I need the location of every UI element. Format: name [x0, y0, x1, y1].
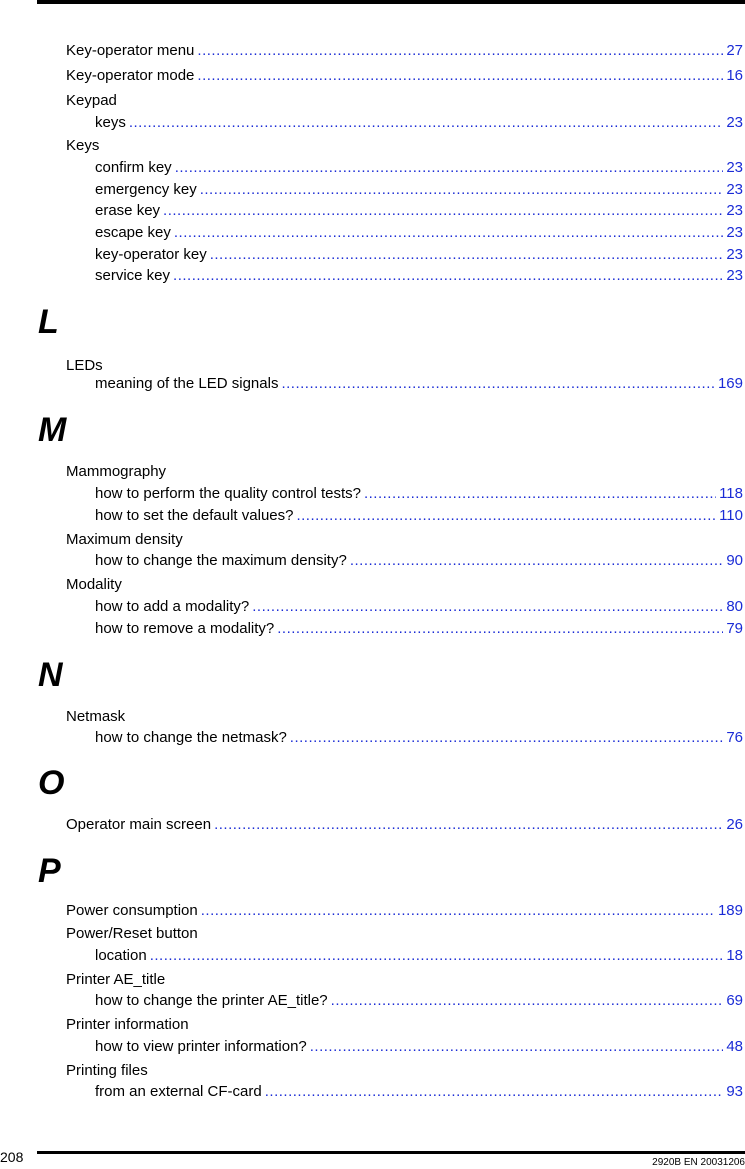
- page-link[interactable]: 118: [719, 485, 743, 502]
- entry-text: how to remove a modality?: [95, 620, 275, 637]
- index-subentry[interactable]: [95, 201, 743, 221]
- page-link[interactable]: 69: [726, 992, 743, 1009]
- page-link[interactable]: 93: [726, 1083, 743, 1100]
- index-subentry[interactable]: [95, 223, 743, 243]
- entry-text: meaning of the LED signals: [95, 375, 279, 392]
- index-subentry[interactable]: [95, 158, 743, 178]
- index-subentry[interactable]: [95, 946, 743, 966]
- index-heading: LEDs: [66, 357, 103, 374]
- page-link[interactable]: 18: [726, 947, 743, 964]
- dot-leader: [200, 180, 724, 200]
- entry-text: how to view printer information?: [95, 1038, 307, 1055]
- entry-text: how to change the maximum density?: [95, 552, 347, 569]
- index-subentry[interactable]: [95, 266, 743, 286]
- entry-text: how to set the default values?: [95, 507, 294, 524]
- index-subentry[interactable]: [95, 180, 743, 200]
- entry-text: location: [95, 947, 147, 964]
- page-link[interactable]: 23: [726, 267, 743, 284]
- entry-text: Power consumption: [66, 902, 198, 919]
- index-subentry[interactable]: [95, 728, 743, 748]
- index-heading: Printing files: [66, 1062, 148, 1079]
- page-link[interactable]: 90: [726, 552, 743, 569]
- index-entry[interactable]: [66, 41, 743, 61]
- index-subentry[interactable]: [95, 484, 743, 504]
- dot-leader: [201, 901, 715, 921]
- entry-text: Operator main screen: [66, 816, 212, 833]
- index-subentry[interactable]: [95, 1082, 743, 1102]
- dot-leader: [197, 41, 723, 61]
- dot-leader: [296, 506, 716, 526]
- index-subentry[interactable]: [95, 1037, 743, 1057]
- page-link[interactable]: 110: [719, 507, 743, 524]
- dot-leader: [173, 266, 723, 286]
- entry-text: how to add a modality?: [95, 598, 250, 615]
- page-link[interactable]: 16: [726, 67, 743, 84]
- entry-text: erase key: [95, 202, 161, 219]
- dot-leader: [310, 1037, 724, 1057]
- page-link[interactable]: 80: [726, 598, 743, 615]
- index-heading: Keypad: [66, 92, 117, 109]
- entry-text: emergency key: [95, 181, 197, 198]
- index-entry[interactable]: [66, 815, 743, 835]
- entry-text: Key-operator menu: [66, 42, 195, 59]
- dot-leader: [197, 66, 723, 86]
- entry-text: how to change the printer AE_title?: [95, 992, 328, 1009]
- entry-text: how to change the netmask?: [95, 729, 287, 746]
- dot-leader: [129, 113, 723, 133]
- index-subentry[interactable]: [95, 506, 743, 526]
- entry-text: from an external CF-card: [95, 1083, 262, 1100]
- page-link[interactable]: 23: [726, 202, 743, 219]
- index-subentry[interactable]: [95, 551, 743, 571]
- entry-text: how to perform the quality control tests?: [95, 485, 361, 502]
- index-subentry[interactable]: [95, 991, 743, 1011]
- section-letter-l: L: [38, 303, 59, 341]
- dot-leader: [290, 728, 724, 748]
- dot-leader: [174, 223, 723, 243]
- dot-leader: [252, 597, 723, 617]
- dot-leader: [277, 619, 723, 639]
- index-heading: Modality: [66, 576, 122, 593]
- dot-leader: [281, 374, 715, 394]
- entry-text: confirm key: [95, 159, 172, 176]
- index-heading: Printer information: [66, 1016, 189, 1033]
- page-link[interactable]: 169: [717, 375, 743, 392]
- index-heading: Netmask: [66, 708, 126, 725]
- index-subentry[interactable]: [95, 619, 743, 639]
- index-heading: Printer AE_title: [66, 971, 166, 988]
- index-heading: Power/Reset button: [66, 925, 198, 942]
- entry-text: Key-operator mode: [66, 67, 195, 84]
- section-letter-m: M: [38, 411, 67, 449]
- page-link[interactable]: 189: [717, 902, 743, 919]
- dot-leader: [265, 1082, 724, 1102]
- page-link[interactable]: 23: [726, 224, 743, 241]
- page-number: 208: [0, 1149, 24, 1165]
- section-letter-p: P: [38, 852, 61, 890]
- index-heading: Keys: [66, 137, 100, 154]
- index-heading: Maximum density: [66, 531, 183, 548]
- dot-leader: [150, 946, 724, 966]
- index-subentry[interactable]: [95, 374, 743, 394]
- page-link[interactable]: 23: [726, 181, 743, 198]
- index-subentry[interactable]: [95, 597, 743, 617]
- entry-text: escape key: [95, 224, 171, 241]
- index-subentry[interactable]: [95, 113, 743, 133]
- entry-text: key-operator key: [95, 246, 207, 263]
- entry-text: service key: [95, 267, 171, 284]
- index-entry[interactable]: [66, 901, 743, 921]
- dot-leader: [331, 991, 724, 1011]
- page-link[interactable]: 76: [726, 729, 743, 746]
- page-link[interactable]: 23: [726, 159, 743, 176]
- index-subentry[interactable]: [95, 245, 743, 265]
- page-link[interactable]: 79: [726, 620, 743, 637]
- page-link[interactable]: 26: [726, 816, 743, 833]
- dot-leader: [210, 245, 724, 265]
- index-heading: Mammography: [66, 463, 167, 480]
- document-code: 2920B EN 20031206: [652, 1157, 745, 1168]
- entry-text: keys: [95, 114, 126, 131]
- dot-leader: [364, 484, 716, 504]
- page-link[interactable]: 23: [726, 114, 743, 131]
- section-letter-n: N: [38, 656, 63, 694]
- dot-leader: [163, 201, 723, 221]
- section-letter-o: O: [38, 764, 65, 802]
- bottom-rule: [37, 1151, 745, 1154]
- dot-leader: [214, 815, 723, 835]
- page-link[interactable]: 27: [726, 42, 743, 59]
- page-link[interactable]: 23: [726, 246, 743, 263]
- dot-leader: [350, 551, 724, 571]
- page-link[interactable]: 48: [726, 1038, 743, 1055]
- top-rule: [37, 0, 745, 4]
- dot-leader: [175, 158, 724, 178]
- index-entry[interactable]: [66, 66, 743, 86]
